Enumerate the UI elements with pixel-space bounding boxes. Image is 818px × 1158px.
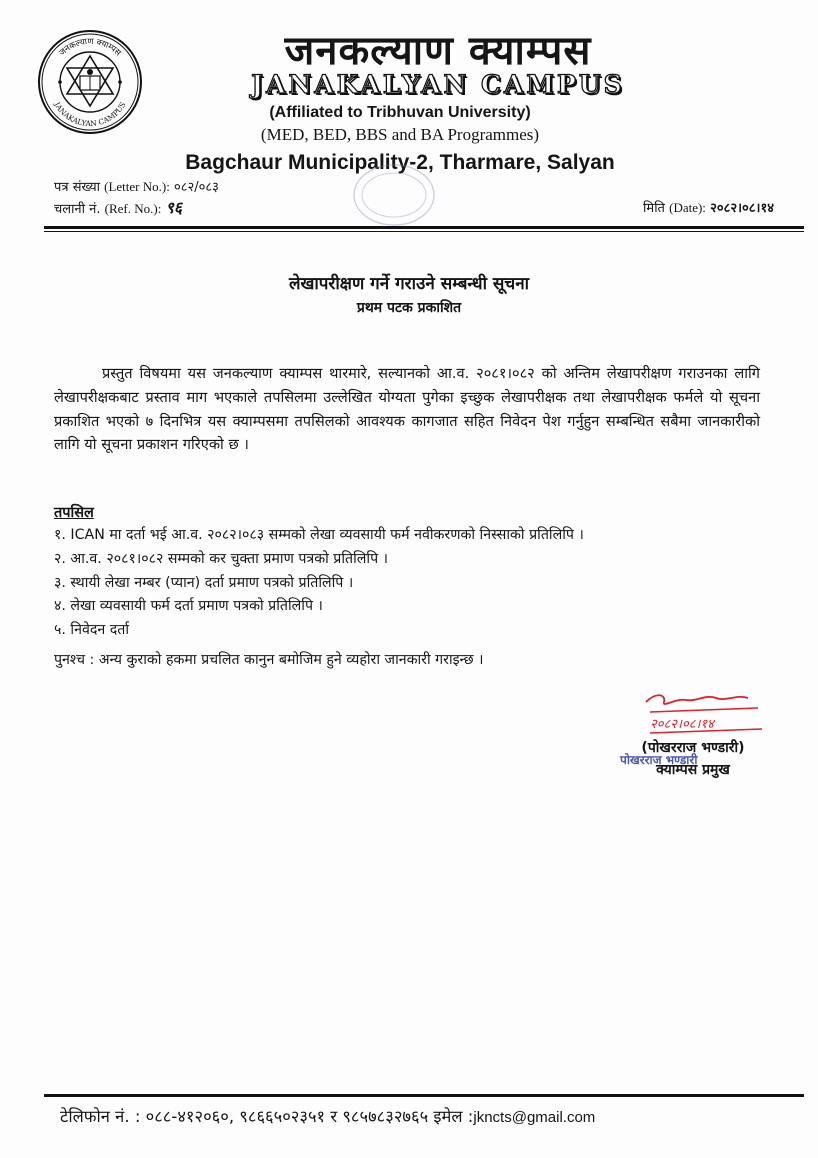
campus-name-nepali: जनकल्याण क्याम्पस (284, 28, 592, 74)
ref-no-value: ९६ (165, 198, 183, 217)
handwritten-date: २०८२।०८।१४ (650, 717, 714, 732)
postscript: पुनश्च : अन्य कुराको हकमा प्रचलित कानुन बमोजिम हुने व्यहोरा जानकारी गराइन्छ । (54, 652, 484, 668)
list-item: ३. स्थायी लेखा नम्बर (प्यान) दर्ता प्रमाण पत्रको प्रतिलिपि । (54, 574, 354, 591)
list-heading: तपसिल (54, 505, 94, 521)
email-label: इमेल : (433, 1107, 474, 1126)
affiliation-text: (Affiliated to Tribhuvan University) (269, 104, 531, 121)
ref-no-label-en: (Ref. No.): (104, 201, 162, 216)
footer-divider (44, 1094, 804, 1097)
signer-position: क्याम्पस प्रमुख (656, 762, 730, 778)
header-divider (44, 226, 804, 229)
reference-number-row (54, 198, 774, 220)
ref-no-label: चलानी नं. (54, 202, 101, 217)
signer-name: (पोखरराज भण्डारी) (641, 740, 745, 756)
programmes-text: (MED, BED, BBS and BA Programmes) (260, 125, 540, 144)
phone-numbers: ०८८-४१२०६०, ९८६६५०२३५१ र ९८५७८३२७६५ (145, 1107, 429, 1126)
list-item: ४. लेखा व्यवसायी फर्म दर्ता प्रमाण पत्रको प्रतिलिपि । (54, 598, 323, 615)
notice-body: प्रस्तुत विषयमा यस जनकल्याण क्याम्पस थारमारे, सल्यानको आ.व. २०८१।०८२ को अन्तिम लेखापरीक्षण गराउनका लागि लेखापरीक्षकबाट प्रस्ताव माग भएकाले तपसिलमा उल्लेखित योग्यता पुगेका इच्छुक लेखापरीक्षक तथा लेखापरीक्षक फर्मले यो सूचना प्रकाशित भएको ७ दिनभित्र यस क्याम्पसमा तपसिलको आवश्यक कागजात सहित निवेदन पेश गर्नुहुन सम्बन्धित सबैमा जानकारीको लागि यो सूचना प्रकाशन गरिएको छ । (54, 365, 760, 454)
letter-no-label: पत्र संख्या (54, 180, 100, 195)
handwritten-signature (636, 688, 770, 738)
logo-text-bottom: JANAKALYAN CAMPUS (52, 100, 128, 129)
campus-logo (36, 28, 144, 136)
letter-no-label-en: (Letter No.): (104, 179, 170, 194)
date-label-en: (Date): (669, 200, 706, 215)
date-value: २०८२।०८।१४ (710, 201, 774, 216)
email-address: jkncts@gmail.com (473, 1109, 596, 1126)
logo-text-top: जनकल्याण क्याम्पस (57, 36, 123, 59)
list-item: २. आ.व. २०८१।०८२ सम्मको कर चुक्ता प्रमाण पत्रको प्रतिलिपि । (54, 550, 389, 567)
list-item: १. ICAN मा दर्ता भई आ.व. २०८२।०८३ सम्मको लेखा व्यवसायी फर्म नवीकरणको निस्साको प्रतिलिपि । (54, 527, 584, 543)
requirements-list (54, 524, 774, 643)
notice-subtitle: प्रथम पटक प्रकाशित (356, 300, 462, 316)
footer-contact (60, 1103, 780, 1132)
list-item: ५. निवेदन दर्ता (54, 622, 130, 639)
stamp-name: पोखरराज भण्डारी (620, 753, 698, 767)
header-divider-thin (44, 231, 804, 232)
campus-address: Bagchaur Municipality-2, Tharmare, Salyan (185, 151, 615, 174)
phone-label: टेलिफोन नं. : (60, 1107, 141, 1126)
letter-no-value: ०८२/०८३ (173, 180, 219, 195)
date-field (643, 198, 774, 219)
letter-number-row (54, 177, 774, 198)
campus-name-english: JANAKALYAN CAMPUS (251, 70, 625, 99)
notice-title: लेखापरीक्षण गर्ने गराउने सम्बन्धी सूचना (288, 274, 530, 294)
date-label: मिति (643, 201, 665, 216)
